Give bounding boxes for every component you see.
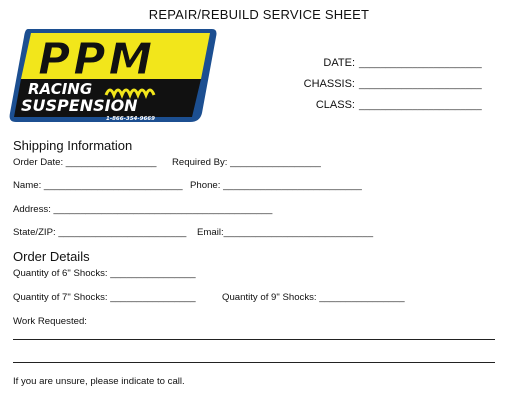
chassis-field[interactable]: _______________________ bbox=[359, 79, 482, 90]
email-field[interactable]: Email:____________________________ bbox=[197, 227, 374, 238]
phone-field[interactable]: Phone: __________________________ bbox=[190, 180, 362, 191]
required-by-field[interactable]: Required By: _________________ bbox=[172, 157, 321, 168]
logo-ppm-text: PPM bbox=[38, 34, 156, 85]
chassis-label: CHASSIS: bbox=[303, 78, 355, 90]
unsure-note: If you are unsure, please indicate to call. bbox=[13, 376, 185, 387]
order-details-heading: Order Details bbox=[13, 249, 90, 264]
logo-phone-text: 1-866-354-9669 bbox=[106, 116, 155, 122]
form-title: REPAIR/REBUILD SERVICE SHEET bbox=[148, 7, 370, 22]
state-zip-field[interactable]: State/ZIP: ________________________ bbox=[13, 227, 187, 238]
class-label: CLASS: bbox=[315, 99, 355, 111]
logo-racing-text: RACING bbox=[28, 80, 93, 98]
date-field[interactable]: _______________________ bbox=[359, 58, 482, 69]
class-field[interactable]: _______________________ bbox=[359, 100, 482, 111]
work-requested-line-1[interactable] bbox=[13, 339, 495, 340]
address-field[interactable]: Address: _________________________________________ bbox=[13, 204, 273, 215]
logo-suspension-text: SUSPENSION bbox=[21, 96, 138, 115]
work-requested-line-2[interactable] bbox=[13, 362, 495, 363]
date-label: DATE: bbox=[323, 57, 355, 69]
order-date-field[interactable]: Order Date: _________________ bbox=[13, 157, 157, 168]
qty-9-field[interactable]: Quantity of 9" Shocks: ________________ bbox=[222, 292, 405, 303]
work-requested-label: Work Requested: bbox=[13, 316, 87, 327]
ppm-racing-suspension-logo bbox=[6, 27, 220, 125]
shipping-heading: Shipping Information bbox=[13, 138, 133, 153]
qty-7-field[interactable]: Quantity of 7" Shocks: ________________ bbox=[13, 292, 196, 303]
qty-6-field[interactable]: Quantity of 6" Shocks: ________________ bbox=[13, 268, 196, 279]
name-field[interactable]: Name: __________________________ bbox=[13, 180, 183, 191]
